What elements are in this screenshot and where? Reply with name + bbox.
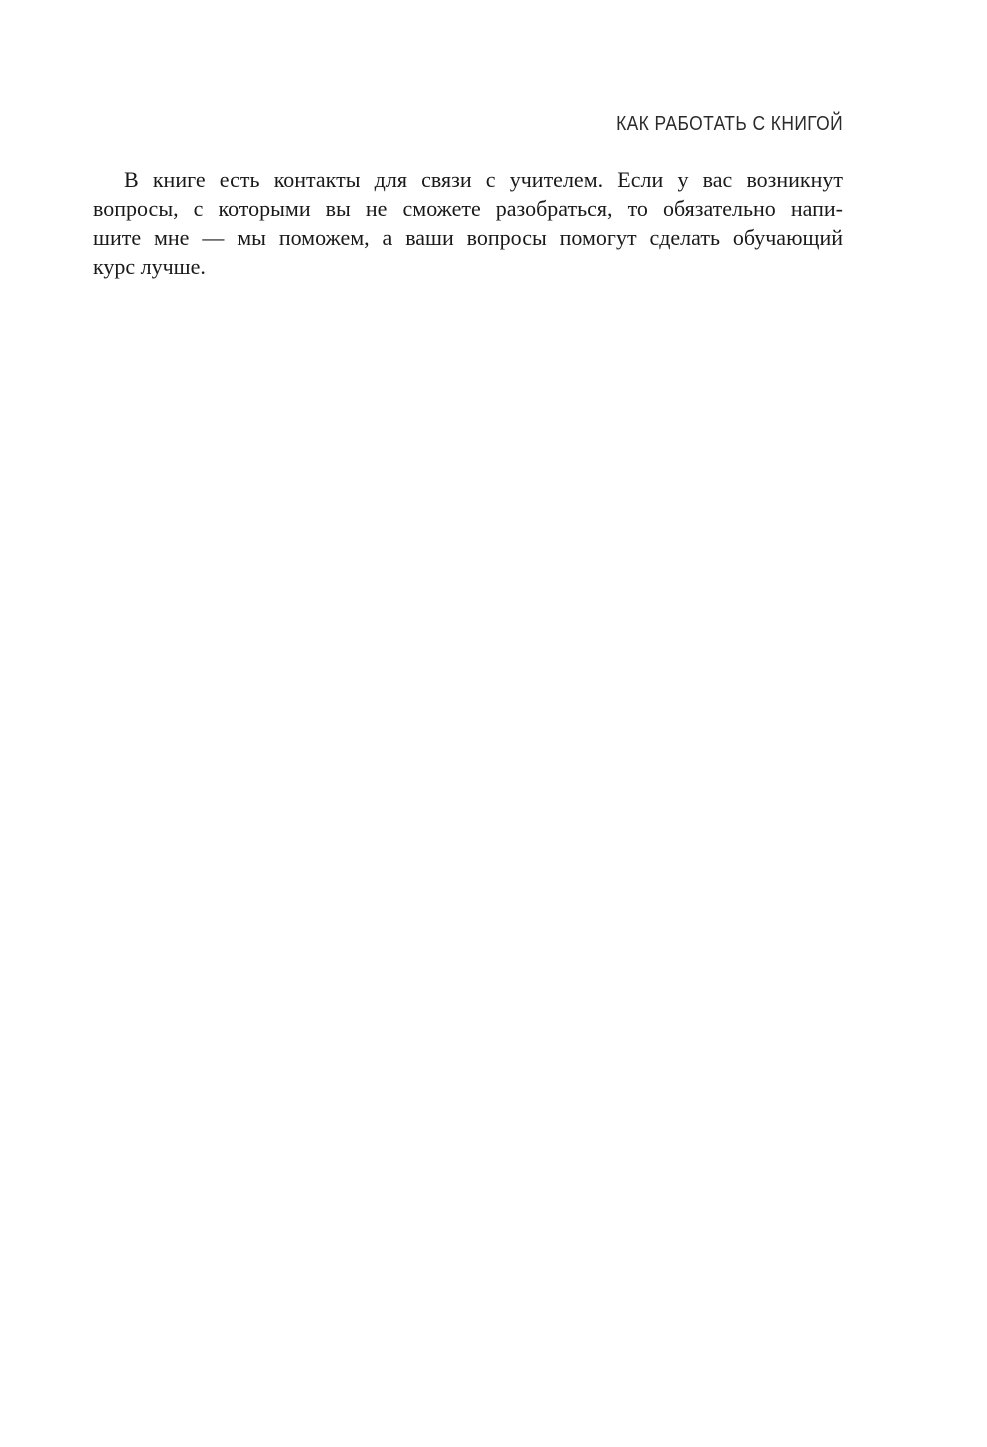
body-paragraph — [93, 165, 843, 281]
paragraph-line: шите мне — мы поможем, а ваши вопросы помогут сделать обучающий — [93, 225, 843, 250]
paragraph-line: курс лучше. — [93, 254, 206, 279]
paragraph-line: В книге есть контакты для связи с учителем. Если у вас возникнут — [124, 167, 843, 192]
paragraph-line: вопросы, с которыми вы не сможете разобраться, то обязательно напи- — [93, 196, 843, 221]
running-head — [93, 112, 843, 136]
running-head-text: КАК РАБОТАТЬ С КНИГОЙ — [615, 112, 843, 135]
